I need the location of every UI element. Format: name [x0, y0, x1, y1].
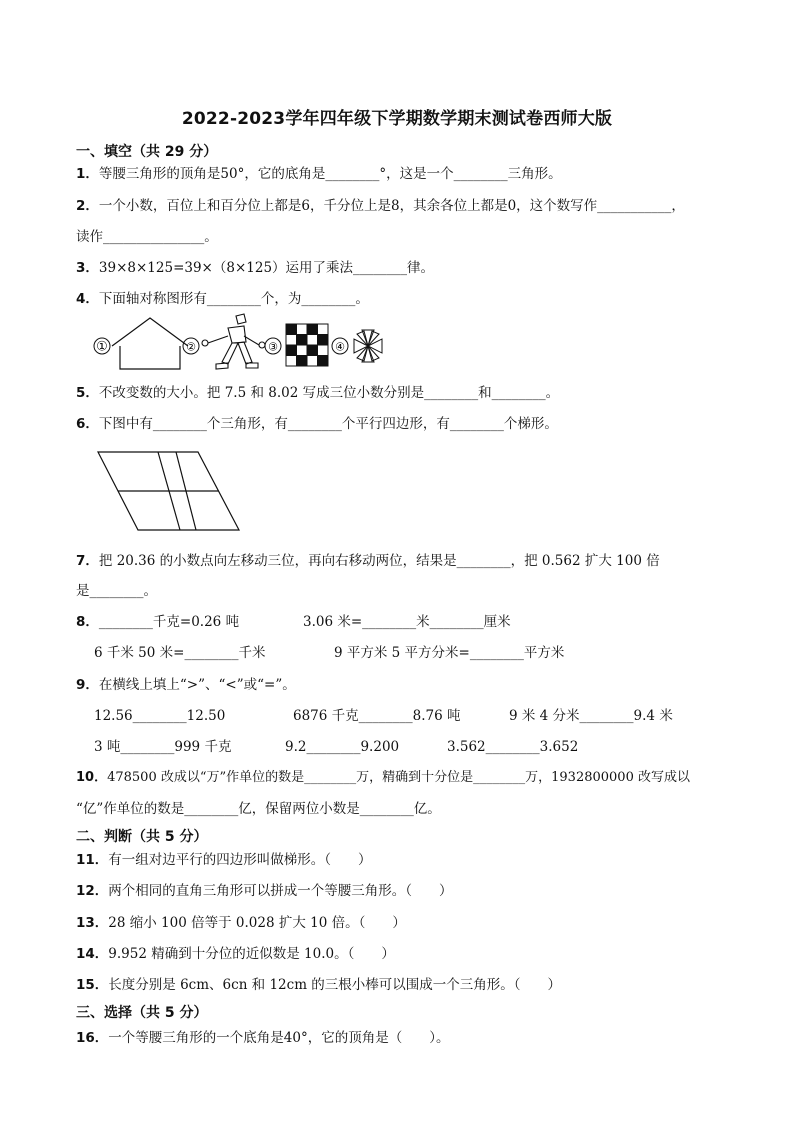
question-12 — [76, 882, 453, 900]
question-number: 5． — [76, 385, 99, 401]
question-2-continued: 读作_______________。 — [76, 229, 218, 245]
question-8b: 3.06 米=________米________厘米 — [303, 614, 511, 630]
question-number: 13． — [76, 915, 109, 931]
figure-label-3: ③ — [268, 340, 278, 354]
question-1 — [76, 165, 562, 183]
parallelogram-figure — [96, 450, 242, 532]
question-9 — [76, 676, 296, 694]
compare-item: 9.2________9.200 — [285, 739, 400, 755]
question-number: 4． — [76, 291, 99, 307]
robot-figure-icon — [202, 314, 265, 369]
question-11 — [76, 851, 372, 869]
question-7 — [76, 552, 660, 570]
question-number: 1． — [76, 166, 99, 182]
question-16 — [76, 1029, 449, 1047]
question-text: 39×8×125=39×（8×125）运用了乘法________律。 — [98, 260, 435, 276]
question-number: 8． — [76, 614, 99, 630]
question-number: 14． — [76, 946, 109, 962]
question-text: 28 缩小 100 倍等于 0.028 扩大 10 倍。（ ） — [108, 915, 406, 931]
figure-label-1: ① — [96, 339, 108, 355]
question-text: 两个相同的直角三角形可以拼成一个等腰三角形。（ ） — [108, 883, 453, 899]
symmetry-figures — [92, 312, 392, 374]
section-multiple-choice: 三、选择（共 5 分） — [76, 1005, 208, 1021]
question-4 — [76, 290, 369, 308]
question-text: 把 20.36 的小数点向左移动三位，再向右移动两位，结果是________，把 0.562 扩大 100 倍 — [98, 553, 660, 569]
question-text: 478500 改成以“万”作单位的数是________万，精确到十分位是________万，1932800000 改写成以 — [107, 770, 690, 785]
compare-item: 9 米 4 分米________9.4 米 — [509, 708, 673, 724]
page-title: 2022-2023学年四年级下学期数学期末测试卷西师大版 — [181, 109, 613, 129]
question-number: 16． — [76, 1030, 109, 1046]
compare-item: 12.56________12.50 — [94, 708, 226, 724]
question-text: 下图中有________个三角形，有________个平行四边形，有________个梯形。 — [98, 416, 558, 432]
compare-item: 6876 千克________8.76 吨 — [293, 708, 461, 724]
question-number: 15． — [76, 977, 109, 993]
question-8c: 6 千米 50 米=________千米 — [94, 645, 266, 661]
question-3 — [76, 259, 434, 277]
question-7-continued: 是________。 — [76, 583, 157, 599]
figure-label-4: ④ — [335, 340, 345, 354]
question-text: 下面轴对称图形有________个，为________。 — [98, 291, 369, 307]
question-14 — [76, 945, 395, 963]
compare-item: 3.562________3.652 — [447, 739, 579, 755]
question-text: 长度分别是 6cm、6cn 和 12cm 的三根小棒可以围成一个三角形。（ ） — [108, 977, 562, 993]
question-13 — [76, 914, 406, 932]
question-10-continued: “亿”作单位的数是________亿，保留两位小数是________亿。 — [76, 801, 441, 817]
question-text: 不改变数的大小。把 7.5 和 8.02 写成三位小数分别是________和________。 — [98, 385, 560, 401]
question-number: 3． — [76, 260, 99, 276]
house-icon — [112, 318, 188, 369]
checkerboard-icon — [286, 324, 328, 366]
question-number: 9． — [76, 677, 99, 693]
question-text: 一个小数，百位上和百分位上都是6，千分位上是8，其余各位上都是0，这个数写作___________， — [98, 198, 685, 214]
question-5 — [76, 384, 559, 402]
question-text: 等腰三角形的顶角是50°，它的底角是________°，这是一个________三角形。 — [98, 166, 562, 182]
question-2 — [76, 197, 685, 215]
question-number: 10． — [76, 770, 108, 785]
question-8a: ________千克=0.26 吨 — [98, 614, 240, 630]
pinwheel-icon — [354, 330, 382, 362]
question-number: 7． — [76, 553, 99, 569]
question-text: 在横线上填上“>”、“<”或“=”。 — [98, 677, 296, 693]
question-text: 一个等腰三角形的一个底角是40°，它的顶角是（ ）。 — [108, 1030, 450, 1046]
question-6 — [76, 415, 558, 433]
question-number: 11． — [76, 852, 109, 868]
compare-item: 3 吨________999 千克 — [94, 739, 232, 755]
question-number: 6． — [76, 416, 99, 432]
question-10 — [76, 769, 690, 787]
question-8d: 9 平方米 5 平方分米=________平方米 — [334, 645, 565, 661]
question-15 — [76, 976, 561, 994]
question-text: 9.952 精确到十分位的近似数是 10.0。（ ） — [108, 946, 395, 962]
figure-label-2: ② — [186, 340, 196, 354]
question-8 — [76, 613, 239, 631]
question-number: 12． — [76, 883, 109, 899]
question-text: 有一组对边平行的四边形叫做梯形。（ ） — [108, 852, 372, 868]
section-true-false: 二、判断（共 5 分） — [76, 829, 208, 845]
question-number: 2． — [76, 198, 99, 214]
section-fill-in: 一、填空（共 29 分） — [76, 144, 218, 160]
